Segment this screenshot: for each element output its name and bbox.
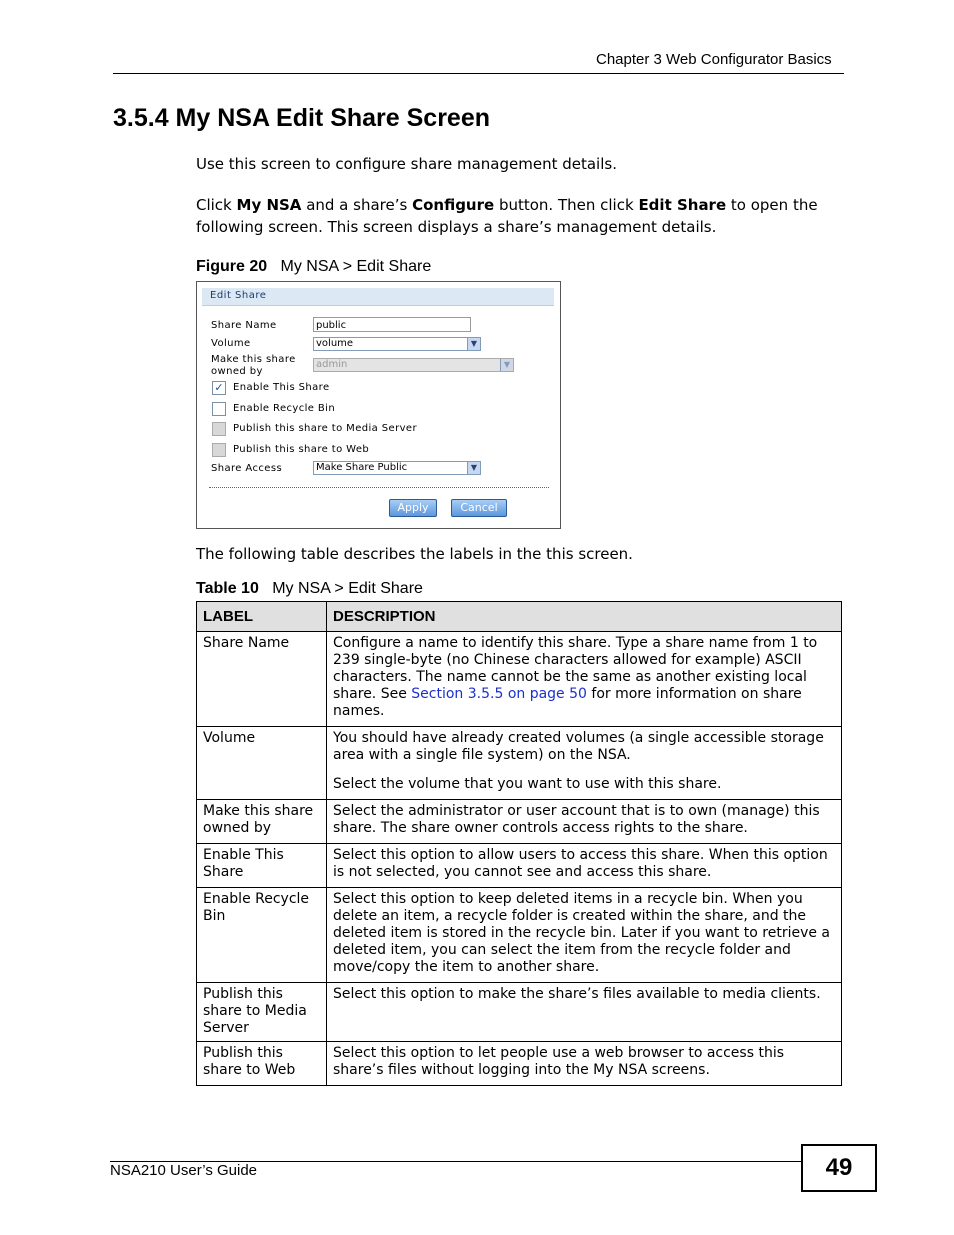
table-intro-paragraph: The following table describes the labels in the this screen.	[196, 545, 633, 563]
row-description: Select this option to keep deleted items in a recycle bin. When you delete an item, a recycle folder is created within the share, and the deleted item is stored in the recycle bin. Later if you want to retrieve a deleted item, you can select the item from the recycle folder and move/copy the item to another share.	[327, 888, 842, 983]
publish-media-label: Publish this share to Media Server	[233, 423, 417, 434]
apply-button[interactable]: Apply	[389, 499, 437, 517]
table-row	[197, 632, 842, 727]
section-link[interactable]: Section 3.5.5 on page 50	[411, 686, 587, 702]
row-description: Configure a name to identify this share. Type a share name from 1 to 239 single-byte (no Chinese characters allowed for example) ASCII characters. The name cannot be the same as another existing local share. See Section 3.5.5 on page 50 for more information on share names.	[327, 632, 842, 727]
enable-share-checkbox[interactable]: ✓	[212, 381, 226, 395]
share-name-input[interactable]: public	[313, 317, 471, 332]
figure-divider	[209, 487, 549, 488]
table-row	[197, 1042, 842, 1086]
section-title: 3.5.4 My NSA Edit Share Screen	[113, 104, 491, 132]
row-label: Volume	[197, 727, 327, 800]
volume-label: Volume	[211, 338, 251, 349]
table-row	[197, 888, 842, 983]
row-label: Enable This Share	[197, 844, 327, 888]
edit-share-figure	[196, 281, 561, 529]
figure-title: Edit Share	[210, 290, 267, 301]
table-row	[197, 844, 842, 888]
table-row	[197, 983, 842, 1042]
share-name-label: Share Name	[211, 320, 277, 331]
table-header-row	[197, 602, 842, 632]
enable-share-label: Enable This Share	[233, 382, 330, 393]
table-row	[197, 727, 842, 800]
row-label: Share Name	[197, 632, 327, 727]
row-label: Make this share owned by	[197, 800, 327, 844]
footer-guide-title: NSA210 User’s Guide	[110, 1162, 258, 1179]
cancel-button[interactable]: Cancel	[451, 499, 507, 517]
owner-label: Make this share owned by	[211, 354, 296, 377]
table-row	[197, 800, 842, 844]
chevron-down-icon: ▼	[500, 359, 513, 371]
row-description: You should have already created volumes (a single accessible storage area with a single file system) on the NSA. Select the volume that you want to use with this share.	[327, 727, 842, 800]
instruction-paragraph: Click My NSA and a share’s Configure button. Then click Edit Share to open the following screen. This screen displays a share’s management details.	[196, 196, 818, 236]
figure-titlebar	[202, 288, 554, 306]
row-description: Select the administrator or user account that is to own (manage) this share. The share owner controls access rights to the share.	[327, 800, 842, 844]
volume-select[interactable]: volume ▼	[313, 337, 481, 351]
row-label: Enable Recycle Bin	[197, 888, 327, 983]
my-nsa-term: My NSA	[236, 196, 302, 214]
configure-term: Configure	[412, 196, 495, 214]
enable-recycle-checkbox[interactable]	[212, 402, 226, 416]
figure-caption: Figure 20 My NSA > Edit Share	[196, 258, 432, 275]
intro-paragraph: Use this screen to configure share management details.	[196, 155, 617, 173]
chevron-down-icon: ▼	[467, 338, 480, 350]
description-column-header: DESCRIPTION	[327, 602, 842, 632]
page-number: 49	[801, 1144, 877, 1192]
chevron-down-icon: ▼	[467, 462, 480, 474]
publish-media-checkbox	[212, 422, 226, 436]
row-description: Select this option to allow users to access this share. When this option is not selected, you cannot see and access this share.	[327, 844, 842, 888]
row-label: Publish this share to Media Server	[197, 983, 327, 1042]
publish-web-checkbox	[212, 443, 226, 457]
header-rule	[113, 73, 844, 74]
label-description-table	[196, 601, 842, 1086]
row-description: Select this option to let people use a web browser to access this share’s files without logging into the My NSA screens.	[327, 1042, 842, 1086]
owner-select: admin ▼	[313, 358, 514, 372]
table-caption: Table 10 My NSA > Edit Share	[196, 580, 423, 597]
row-label: Publish this share to Web	[197, 1042, 327, 1086]
edit-share-term: Edit Share	[638, 196, 727, 214]
enable-recycle-label: Enable Recycle Bin	[233, 403, 336, 414]
publish-web-label: Publish this share to Web	[233, 444, 370, 455]
share-access-label: Share Access	[211, 463, 283, 474]
row-description: Select this option to make the share’s files available to media clients.	[327, 983, 842, 1042]
chapter-header: Chapter 3 Web Configurator Basics	[596, 51, 832, 68]
label-column-header: LABEL	[197, 602, 327, 632]
share-access-select[interactable]: Make Share Public ▼	[313, 461, 481, 475]
